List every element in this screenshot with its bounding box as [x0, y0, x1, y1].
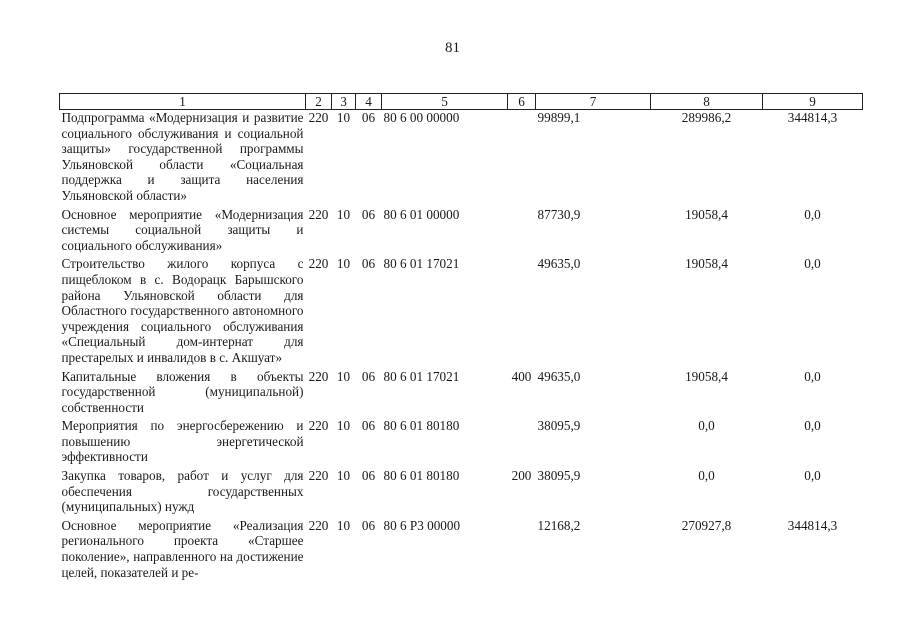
table-row [60, 518, 863, 583]
column-header: 3 [332, 94, 356, 110]
column-header: 1 [60, 94, 306, 110]
column-header: 2 [306, 94, 332, 110]
code-cell: 80 6 01 17021 [383, 256, 460, 272]
amount-cell: 38095,9 [537, 468, 581, 484]
code-cell: 06 [361, 110, 376, 125]
column-header: 9 [763, 94, 863, 110]
code-cell: 400 [511, 368, 532, 384]
amount-cell: 19058,4 [685, 368, 728, 384]
code-cell: 06 [361, 517, 376, 533]
amount-cell: 0,0 [698, 468, 715, 484]
amount-cell: 0,0 [804, 206, 821, 222]
amount-cell: 0,0 [804, 368, 821, 384]
code-cell: 10 [336, 206, 351, 222]
table-row [60, 418, 863, 468]
code-cell: 10 [336, 517, 351, 533]
code-cell: 06 [361, 418, 376, 434]
table-row [60, 369, 863, 419]
code-cell: 06 [361, 206, 376, 222]
column-header: 5 [382, 94, 508, 110]
table-row [60, 256, 863, 368]
code-cell: 80 6 01 00000 [383, 206, 460, 222]
row-name-cell: Основное мероприятие «Модернизация системы социальной защиты и социального обслуживания» [61, 206, 304, 253]
row-name-cell: Основное мероприятие «Реализация регионального проекта «Старшее поколение», направленного на достижение целей, показателей и ре- [61, 517, 304, 580]
code-cell: 80 6 01 80180 [383, 468, 460, 484]
page-number: 81 [445, 40, 460, 56]
table-row [60, 207, 863, 257]
code-cell: 10 [336, 418, 351, 434]
code-cell: 10 [336, 110, 351, 125]
amount-cell: 0,0 [804, 468, 821, 484]
column-header: 7 [536, 94, 651, 110]
code-cell [508, 110, 536, 207]
code-cell: 10 [336, 368, 351, 384]
code-cell [508, 518, 536, 583]
code-cell: 10 [336, 256, 351, 272]
code-cell: 80 6 00 00000 [383, 110, 460, 125]
code-cell: 06 [361, 256, 376, 272]
code-cell: 06 [361, 468, 376, 484]
code-cell: 10 [336, 468, 351, 484]
row-name-cell: Подпрограмма «Модернизация и развитие социального обслуживания и социальной защиты» государственной программы Ульяновской области «Социальная поддержка и защита населения Ульяновской области» [61, 110, 304, 203]
table-body [60, 110, 863, 584]
amount-cell: 344814,3 [787, 517, 838, 533]
column-header: 6 [508, 94, 536, 110]
column-header: 4 [356, 94, 382, 110]
code-cell: 220 [308, 468, 329, 484]
row-name-cell: Капитальные вложения в объекты государственной (муниципальной) собственности [61, 368, 304, 415]
amount-cell: 270927,8 [681, 517, 732, 533]
amount-cell: 344814,3 [787, 110, 838, 125]
amount-cell: 0,0 [698, 418, 715, 434]
budget-table [59, 93, 863, 583]
code-cell: 200 [511, 468, 532, 484]
code-cell: 80 6 01 80180 [383, 418, 460, 434]
amount-cell: 19058,4 [685, 206, 728, 222]
code-cell: 220 [308, 517, 329, 533]
code-cell: 80 6 01 17021 [383, 368, 460, 384]
table-row [60, 110, 863, 207]
amount-cell: 289986,2 [681, 110, 732, 125]
amount-cell: 19058,4 [685, 256, 728, 272]
code-cell [508, 207, 536, 257]
code-cell: 220 [308, 256, 329, 272]
code-cell: 06 [361, 368, 376, 384]
row-name-cell: Мероприятия по энергосбережению и повышению энергетической эффективности [61, 418, 304, 465]
code-cell: 220 [308, 368, 329, 384]
column-header: 8 [651, 94, 763, 110]
row-name-cell: Строительство жилого корпуса с пищеблоком в с. Водорацк Барышского района Ульяновской области для Областного государственного автономного учреждения социального обслуживания «Специальный дом-интернат для престарелых и инвалидов в с. Акшуат» [61, 256, 304, 365]
code-cell: 220 [308, 206, 329, 222]
code-cell: 80 6 P3 00000 [383, 517, 461, 533]
header-row [60, 94, 863, 110]
code-cell [508, 256, 536, 368]
code-cell [508, 418, 536, 468]
amount-cell: 49635,0 [537, 368, 581, 384]
row-name-cell: Закупка товаров, работ и услуг для обеспечения государственных (муниципальных) нужд [61, 468, 304, 515]
amount-cell: 0,0 [804, 418, 821, 434]
amount-cell: 0,0 [804, 256, 821, 272]
amount-cell: 49635,0 [537, 256, 581, 272]
code-cell: 220 [308, 418, 329, 434]
amount-cell: 99899,1 [537, 110, 581, 125]
amount-cell: 38095,9 [537, 418, 581, 434]
code-cell: 220 [308, 110, 329, 125]
amount-cell: 87730,9 [537, 206, 581, 222]
table-row [60, 468, 863, 518]
amount-cell: 12168,2 [537, 517, 581, 533]
